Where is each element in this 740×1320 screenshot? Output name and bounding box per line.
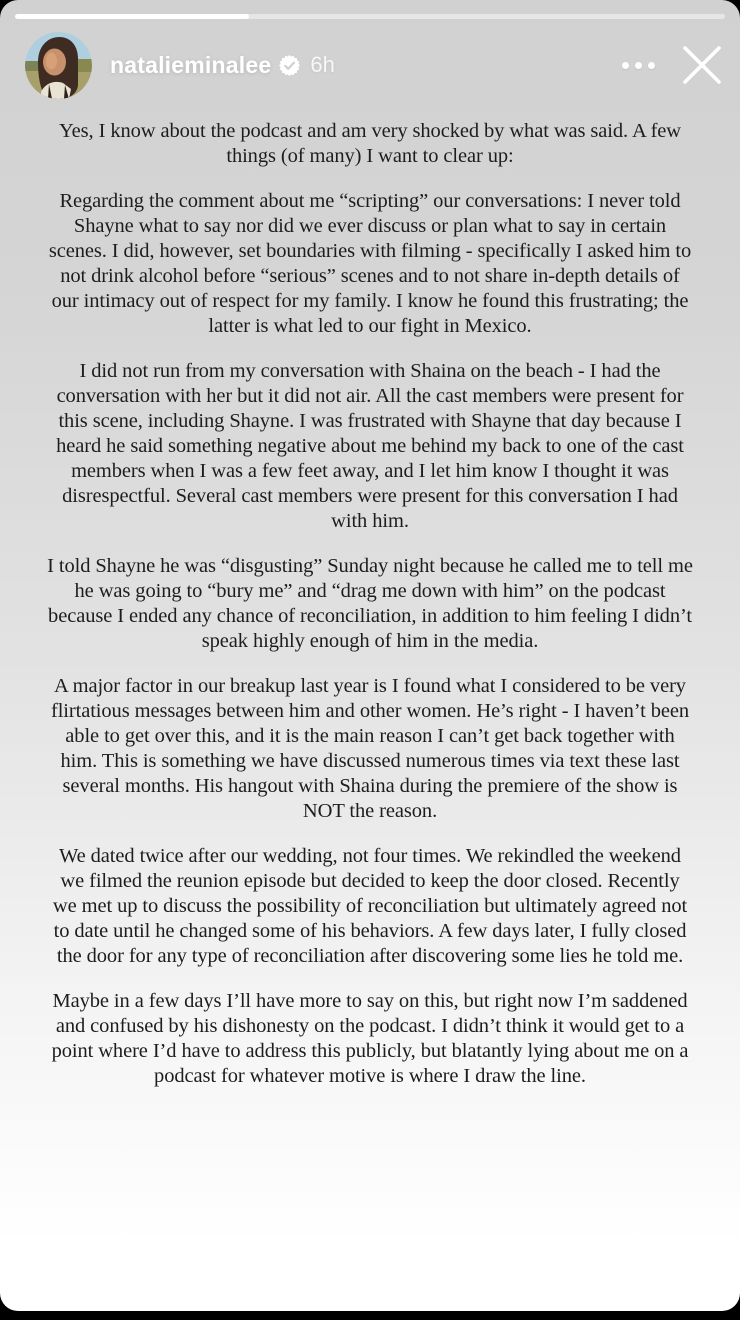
verified-badge-icon (279, 55, 300, 76)
story-progress-bar (15, 14, 725, 19)
story-paragraph: I told Shayne he was “disgusting” Sunday night because he called me to tell me he was going to “bury me” and “drag me down with him” on the podcast because I ended any chance of reconciliation, in addition to him feeling I didn’t speak highly enough of him in the media. (47, 555, 693, 652)
story-header (0, 30, 740, 100)
username[interactable]: natalieminalee (110, 51, 272, 78)
more-options-button[interactable] (614, 41, 662, 89)
story-paragraph: Yes, I know about the podcast and am very shocked by what was said. A few things (of many) I want to clear up: (58, 120, 681, 167)
story-paragraph: A major factor in our breakup last year is I found what I considered to be very flirtatious messages between him and other women. He’s right - I haven’t been able to get over this, and it is the main reason I can’t get back together with him. This is something we have discussed numerous times via text these last several months. His hangout with Shaina during the premiere of the show is NOT the reason. (50, 675, 690, 822)
story-paragraph: Regarding the comment about me “scripting” our conversations: I never told Shayne what to say nor did we ever discuss or plan what to say in certain scenes. I did, however, set boundaries with filming - specifically I asked him to not drink alcohol before “serious” scenes and to not share in-depth details of our intimacy out of respect for my family. I know he found this frustrating; the latter is what led to our fight in Mexico. (48, 190, 692, 337)
close-button[interactable] (676, 39, 728, 91)
ellipsis-icon (622, 62, 655, 69)
story-paragraph: We dated twice after our wedding, not four times. We rekindled the weekend we filmed the reunion episode but decided to keep the door closed. Recently we met up to discuss the possibility of reconciliation but ultimately agreed not to date until he changed some of his behaviors. A few days later, I fully closed the door for any type of reconciliation after discovering some lies he told me. (52, 845, 688, 967)
story-timestamp: 6h (310, 52, 335, 77)
avatar-photo-icon (25, 32, 92, 99)
story-paragraph: Maybe in a few days I’ll have more to say on this, but right now I’m saddened and confused by his dishonesty on the podcast. I didn’t think it would get to a point where I’d have to address this publicly, but blatantly lying about me on a podcast for whatever motive is where I draw the line. (51, 990, 689, 1087)
identity-row (110, 30, 335, 100)
avatar[interactable] (25, 32, 92, 99)
header-actions (614, 30, 728, 100)
story-paragraph: I did not run from my conversation with Shaina on the beach - I had the conversation with her but it did not air. All the cast members were present for this scene, including Shayne. I was frustrated with Shayne that day because I heard he said something negative about me behind my back to one of the cast members when I was a few feet away, and I let him know I thought it was disrespectful. Several cast members were present for this conversation I had with him. (56, 360, 684, 532)
story-progress-fill (15, 14, 249, 19)
story-text-block (47, 119, 693, 1089)
close-icon (678, 41, 726, 89)
